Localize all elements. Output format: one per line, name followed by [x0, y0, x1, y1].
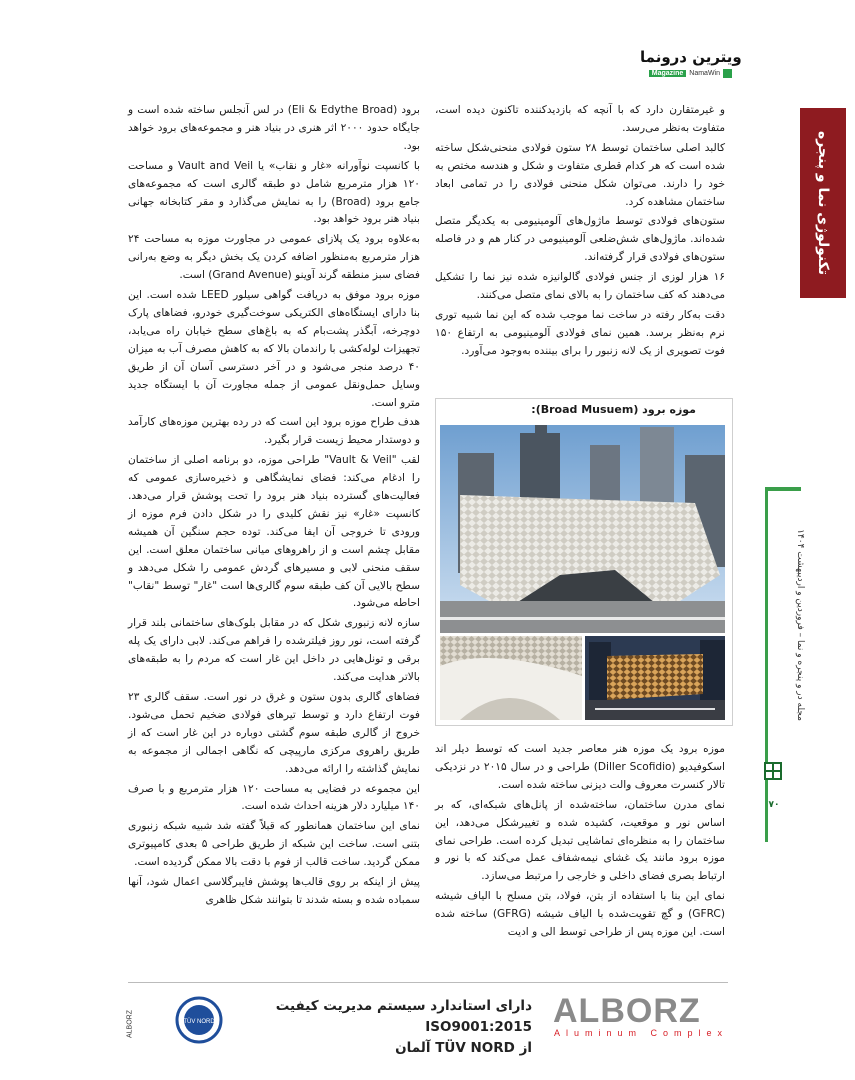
paragraph: موزه برود موفق به دریافت گواهی سیلور LEED شده است. این بنا دارای ایستگاه‌های الکتریکی سوخت‌گیری خودرو، فضاهای پارک دوچرخه، آبگذر پشت‌بام که به باغ‌های سطح خیابان راه می‌یابد، تجهیزات لوله‌کشی با راندمان بالا که به کاهش مصرف آب به میزان ۴۰ درصد منجر می‌شود و در آخر دسترسی آسان آن از طریق وسایل حمل‌ونقل عمومی از جمله مجاورت آن با ایستگاه جدید مترو است.: [128, 289, 420, 409]
museum-lobby-photo: [440, 636, 582, 720]
paragraph: نمای این ساختمان همانطور که قبلاً گفته شد شبیه شبکه زنبوری بتنی است. ساخت این شبکه از طریق طراحی ۵ بعدی کامپیوتری ممکن گردید. ساخت قالب از فوم با دقت بالا ممکن گردیده است.: [128, 820, 420, 869]
iso-statement: [232, 996, 532, 1059]
figure-caption: موزه برود (Broad Musuem):: [531, 403, 696, 416]
paragraph: موزه برود یک موزه هنر معاصر جدید است که توسط دیلر اند اسکوفیدیو (Diller Scofidio) طراحی و در سال ۲۰۱۵ در نزدیکی تالار کنسرت معروف والت دیزنی ساخته شده است.: [435, 743, 725, 791]
page-number: ۷۰: [768, 800, 780, 810]
iso-line-1: دارای استاندارد سیستم مدیریت کیفیت ISO9001:2015: [275, 998, 532, 1035]
paragraph: لقب "Vault & Veil" طراحی موزه، دو برنامه اصلی از ساختمان را ادغام می‌کند: فضای نمایشگاهی و ذخیره‌سازی عمومی که فعالیت‌های گسترده بنیاد هنر برود را تحت پوشش قرار می‌دهد. کانسپت «غار» نیز نقش کلیدی را در شکل دادن فرم موزه از ورودی تا خروجی آن ایفا می‌کند. توده حجم سنگین آن همیشه مقابل چشم است و از راهروهای میانی ساختمان معلق است. این سقف منحنی لابی و مسیرهای گردش عمومی را شکل می‌دهد و سطح بالایی آن کف طبقه سوم گالری‌ها است "غار" توسط "نقاب" احاطه می‌شود.: [128, 454, 421, 610]
paragraph: فضاهای گالری بدون ستون و غرق در نور است. سقف گالری ۲۳ فوت ارتفاع دارد و توسط تیرهای فولادی ضخیم تحمل می‌شود. خروج از گالری طبقه سوم گشتی دوباره در این غار است که از طریق راهروی مرکزی مارپیچی که نگاهی اجمالی از مجموعه به نمایش گذاشته را ارائه می‌دهد.: [128, 691, 420, 775]
paragraph: این مجموعه در فضایی به مساحت ۱۲۰ هزار مترمربع و با صرف ۱۴۰ میلیارد دلار هزینه احداث شده است.: [128, 782, 421, 813]
paragraph: سازه لانه زنبوری شکل که در مقابل بلوک‌های ساختمانی بلند قرار گرفته است، نور روز فیلترشده را فراهم می‌کند. لابی دارای یک پله برقی و تونل‌هایی در داخل این غار است که مردم را به طبقه‌های بالاتر هدایت می‌کند.: [128, 617, 420, 684]
museum-exterior-photo: [440, 425, 725, 633]
logo-text: ویترین درونما: [640, 48, 742, 66]
paragraph: برود (Eli & Edythe Broad) در لس آنجلس ساخته شده است و جایگاه حدود ۲۰۰۰ اثر هنری در بنیاد هنر و مجموعه‌های برود خواهد بود.: [128, 104, 420, 152]
footer-rule: [128, 982, 728, 983]
logo-latin-label: NamaWin: [689, 70, 720, 77]
paragraph: و غیرمتقارن دارد که با آنچه که بازدیدکننده تاکنون دیده است، متفاوت به‌نظر می‌رسد.: [435, 104, 725, 134]
paragraph: ستون‌های فولادی توسط ماژول‌های آلومینیومی به یکدیگر متصل شده‌اند. ماژول‌های شش‌ضلعی آلومینیومی در کنار هم و در فاصله ستون‌های فولادی قرار گرفته‌اند.: [435, 215, 725, 264]
tuv-seal-icon: [175, 996, 223, 1044]
issue-info: [790, 490, 810, 760]
paragraph: هدف طراح موزه برود این است که در رده بهترین موزه‌های کارآمد و دوستدار محیط زیست قرار بگیرد.: [128, 416, 420, 447]
text-column-left: [128, 102, 420, 912]
logo-mark-icon: [723, 69, 732, 78]
brand-name: ALBORZ: [553, 991, 701, 1030]
magazine-logo: [640, 48, 742, 88]
text-column-right-lower: [435, 741, 725, 944]
issue-info-label: مجله در و پنجره و نما – فروردین و اردیبهشت ۱۴۰۴: [795, 529, 805, 721]
seal-text: TÜV NORD: [183, 1019, 215, 1025]
museum-night-photo: [585, 636, 725, 720]
logo-magazine-label: Magazine: [649, 70, 687, 77]
paragraph: به‌علاوه برود یک پلازای عمومی در مجاورت موزه به مساحت ۲۴ هزار مترمربع به‌منظور اضافه کردن یک بخش دیگر به وضع به‌رانی فضای سبز منطقه گرند آوینو (Grand Avenue) است.: [128, 233, 420, 282]
accent-rule: [765, 487, 768, 842]
paragraph: دقت به‌کار رفته در ساخت نما موجب شده که این نما شبیه توری نرم به‌نظر برسد. همین نمای فولادی آلومینیومی به ارتفاع ۱۵۰ فوت تصویری از یک لانه زنبور را برای بیننده به‌وجود می‌آورد.: [435, 308, 725, 357]
paragraph: نمای این بنا با استفاده از بتن، فولاد، بتن مسلح با الیاف شیشه (GFRC) و گچ تقویت‌شده با الیاف شیشه (GFRG) ساخته شده است. این موزه پس از طراحی توسط الی و ادیت: [435, 890, 725, 939]
brand-subtitle: Aluminum Complex: [553, 1028, 729, 1038]
section-tab: [800, 108, 846, 298]
section-tab-label: تکنولوژی نما و پنجره: [815, 130, 831, 276]
alborz-ad-logo: [553, 991, 729, 1046]
paragraph: با کانسپت نوآورانه «غار و نقاب» یا Vault and Veil و مساحت ۱۲۰ هزار مترمربع شامل دو طبقه گالری است که مجموعه‌های جامع برود (Broad) را به نمایش می‌گذارد و مقر کتابخانه جهانی بنیاد هنر برود خواهد بود.: [128, 159, 420, 226]
paragraph: نمای مدرن ساختمان، ساخته‌شده از پانل‌های شبکه‌ای، که بر اساس نور و موقعیت، کشیده شده و تغییرشکل می‌دهد، این ساختمان را به منظره‌ای تماشایی تبدیل کرده است. طراحی نمای موزه برود مانند یک غشای نیمه‌شفاف عمل می‌کند که با نور و ارتباط بصری فضای داخلی و خارجی را مرتبط می‌سازد.: [435, 798, 725, 883]
iso-line-2: از TÜV NORD آلمان: [395, 1040, 532, 1056]
paragraph: کالبد اصلی ساختمان توسط ۲۸ ستون فولادی منحنی‌شکل ساخته شده است که هر کدام قطری متفاوت و شکل و هندسه مختص به خود را دارند. می‌توان شکل منحنی فولادی را در تمامی ابعاد ساختمان مشاهده کرد.: [435, 141, 726, 208]
window-icon: [762, 760, 784, 782]
paragraph: پیش از اینکه بر روی قالب‌ها پوشش فایبرگلاسی اعمال شود، آنها سمباده شده و بسته شدند تا بتوانند شکل ظاهری: [128, 876, 420, 906]
vertical-brand-mark: [122, 1000, 138, 1048]
vertical-brand-label: ALBORZ: [126, 1009, 134, 1039]
paragraph: ۱۶ هزار لوزی از جنس فولادی گالوانیزه شده نیز نما را تشکیل می‌دهند که کف ساختمان را به بالای نمای متصل می‌کنند.: [435, 271, 725, 302]
text-column-right: [435, 102, 725, 363]
